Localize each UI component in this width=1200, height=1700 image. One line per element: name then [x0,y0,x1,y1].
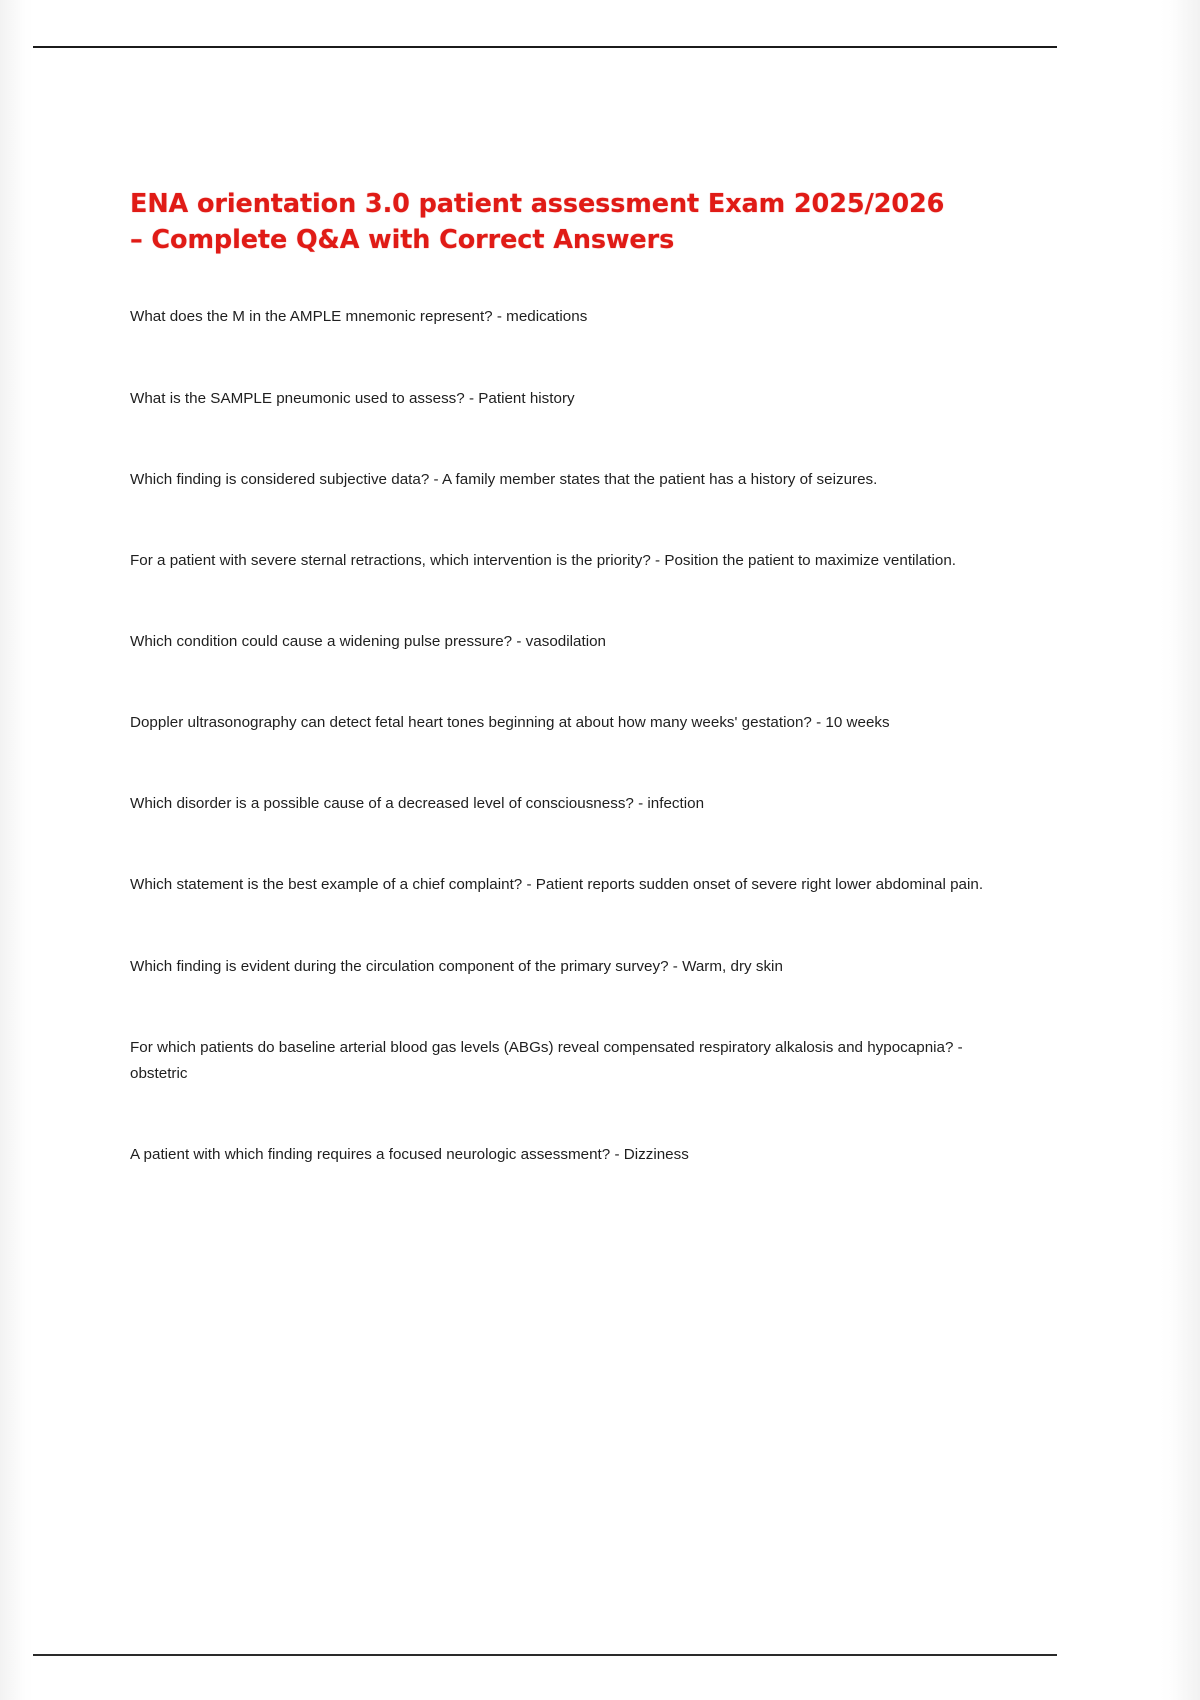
qa-entry: For a patient with severe sternal retractions, which intervention is the priority? - Position the patient to maximize ventilation. [130,551,957,569]
document-content [130,186,990,1168]
qa-entry: A patient with which finding requires a focused neurologic assessment? - Dizziness [130,1145,689,1163]
qa-entry: Which disorder is a possible cause of a decreased level of consciousness? - infection [130,795,705,813]
qa-entry: What does the M in the AMPLE mnemonic represent? - medications [130,308,588,326]
page-right-edge-shadow [1160,0,1200,1700]
qa-entry: Which finding is considered subjective data? - A family member states that the patient has a history of seizures. [130,470,878,488]
qa-entry: Which finding is evident during the circulation component of the primary survey? - Warm, dry skin [130,957,783,975]
footer-rule [33,1654,1057,1656]
qa-entry: Doppler ultrasonography can detect fetal heart tones beginning at about how many weeks' gestation? - 10 weeks [130,714,890,732]
qa-entry: Which condition could cause a widening pulse pressure? - vasodilation [130,632,606,650]
page-left-edge-shadow [0,0,33,1700]
qa-entry: For which patients do baseline arterial blood gas levels (ABGs) reveal compensated respiratory alkalosis and hypocapnia? - obstetric [130,1038,963,1082]
page-title: ENA orientation 3.0 patient assessment Exam 2025/2026 – Complete Q&A with Correct Answers [130,189,945,256]
header-rule [33,46,1057,48]
qa-entry: Which statement is the best example of a chief complaint? - Patient reports sudden onset of severe right lower abdominal pain. [130,876,984,894]
qa-entry: What is the SAMPLE pneumonic used to assess? - Patient history [130,389,575,407]
